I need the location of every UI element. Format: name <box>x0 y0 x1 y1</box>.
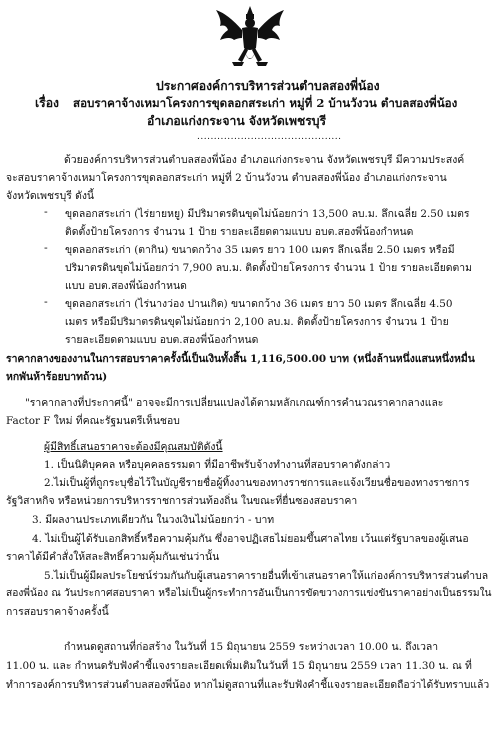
intro-line-1: ด้วยองค์การบริหารส่วนตำบลสองพี่น้อง อำเภอแก่งกระจาน จังหวัดเพชรบุรี มีความประสงค์ <box>64 154 465 166</box>
note-line-2: Factor F ใหม่ ที่คณะรัฐมนตรีเห็นชอบ <box>6 415 180 427</box>
qualification-4-line-1: 4. ไม่เป็นผู้ได้รับเอกสิทธิ์หรือความคุ้มกัน ซึ่งอาจปฏิเสธไม่ยอมขึ้นศาลไทย เว้นแต่รัฐบาลของผู้เสนอ <box>32 533 469 545</box>
bullet-dash: - <box>44 205 48 218</box>
qualification-1: 1. เป็นนิติบุคคล หรือบุคคลธรรมดา ที่มีอาชีพรับจ้างทำงานที่สอบราคาดังกล่าว <box>44 459 391 471</box>
item-3-line-1: ขุดลอกสระเก่า (ไร่นางว่อง ปานเกิด) ขนาดกว้าง 36 เมตร ยาว 50 เมตร ลึกเฉลี่ย 4.50 <box>65 298 453 310</box>
item-2-line-3: แบบ อบต.สองพี่น้องกำหนด <box>65 280 187 292</box>
item-2-line-2: ปริมาตรดินขุดไม่น้อยกว่า 7,900 ลบ.ม. ติดตั้งป้ายโครงการ จำนวน 1 ป้าย รายละเอียดตาม <box>65 262 472 274</box>
qualification-5-line-1: 5.ไม่เป็นผู้มีผลประโยชน์ร่วมกันกับผู้เสนอราคารายอื่นที่เข้าเสนอราคาให้แก่องค์การบริหารส่วนตำบล <box>44 570 489 582</box>
intro-line-2: จะสอบราคาจ้างเหมาโครงการขุดลอกสระเก่า หมู่ที่ 2 บ้านวังวน ตำบลสองพี่น้อง อำเภอแก่งกระจาน <box>6 172 447 184</box>
schedule-line-1: กำหนดดูสถานที่ก่อสร้าง ในวันที่ 15 มิถุนายน 2559 ระหว่างเวลา 10.00 น. ถึงเวลา <box>64 641 439 653</box>
schedule-line-3: ทำการองค์การบริหารส่วนตำบลสองพี่น้อง หากไม่ดูสถานที่และรับฟังคำชี้แจงรายละเอียดถือว่าได้รับทราบแล้ว <box>6 679 490 691</box>
qualification-3: 3. มีผลงานประเภทเดียวกัน ในวงเงินไม่น้อยกว่า - บาท <box>32 514 275 526</box>
item-1-line-1: ขุดลอกสระเก่า (ไร่ยายหยู) มีปริมาตรดินขุดไม่น้อยกว่า 13,500 ลบ.ม. ลึกเฉลี่ย 2.50 เมตร <box>65 208 470 220</box>
note-line-1: "ราคากลางที่ประกาศนี้" อาจจะมีการเปลี่ยนแปลงได้ตามหลักเกณฑ์การคำนวณราคากลางและ <box>25 397 444 409</box>
bullet-dash: - <box>44 241 48 254</box>
schedule-line-2: 11.00 น. และ กำหนดรับฟังคำชี้แจงรายละเอียดเพิ่มเติมในวันที่ 15 มิถุนายน 2559 เวลา 11.30 น. ณ ที่ <box>6 660 472 672</box>
qualification-5-line-2: สองพี่น้อง ณ วันประกาศสอบราคา หรือไม่เป็นผู้กระทำการอันเป็นการขัดขวางการแข่งขันราคาอย่างเป็นธรรมใน <box>6 588 492 599</box>
item-1-line-2: ติดตั้งป้ายโครงการ จำนวน 1 ป้าย รายละเอียดตามแบบ อบต.สองพี่น้องกำหนด <box>65 226 414 238</box>
bullet-dash: - <box>44 295 48 308</box>
subject-line-1: สอบราคาจ้างเหมาโครงการขุดลอกสระเก่า หมู่ที่ 2 บ้านวังวน ตำบลสองพี่น้อง <box>73 96 458 110</box>
subject-label: เรื่อง <box>35 96 59 110</box>
item-3-line-3: รายละเอียดตามแบบ อบต.สองพี่น้องกำหนด <box>65 334 259 346</box>
subject-line-2: อำเภอแก่งกระจาน จังหวัดเพชรบุรี <box>147 114 327 128</box>
qualifications-heading: ผู้มีสิทธิ์เสนอราคาจะต้องมีคุณสมบัติดังนี้ <box>44 441 223 453</box>
price-line-2: หกพันห้าร้อยบาทถ้วน) <box>6 371 108 383</box>
org-title: ประกาศองค์การบริหารส่วนตำบลสองพี่น้อง <box>156 79 380 93</box>
separator: ........................................... <box>197 132 342 142</box>
garuda-emblem-icon <box>212 4 288 70</box>
item-2-line-1: ขุดลอกสระเก่า (ตากิน) ขนาดกว้าง 35 เมตร ยาว 100 เมตร ลึกเฉลี่ย 2.50 เมตร หรือมี <box>65 244 455 256</box>
qualification-5-line-3: การสอบราคาจ้างครั้งนี้ <box>6 606 109 618</box>
intro-line-3: จังหวัดเพชรบุรี ดังนี้ <box>6 190 95 202</box>
qualification-2-line-2: รัฐวิสาหกิจ หรือหน่วยการบริหารราชการส่วนท้องถิ่น ในขณะที่ยื่นซองสอบราคา <box>6 495 358 507</box>
item-3-line-2: เมตร หรือมีปริมาตรดินขุดไม่น้อยกว่า 2,100 ลบ.ม. ติดตั้งป้ายโครงการ จำนวน 1 ป้าย <box>65 316 449 328</box>
qualification-2-line-1: 2.ไม่เป็นผู้ที่ถูกระบุชื่อไว้ในบัญชีรายชื่อผู้ทิ้งงานของทางราชการและแจ้งเวียนชื่อของทางราชการ <box>44 477 470 489</box>
qualification-4-line-2: ราคาได้มีคำสั่งให้สละสิทธิ์ความคุ้มกันเช่นว่านั้น <box>6 551 220 563</box>
price-line-1: ราคากลางของงานในการสอบราคาครั้งนี้เป็นเงินทั้งสิ้น 1,116,500.00 บาท (หนึ่งล้านหนึ่งแสนหนึ่งหมื่น <box>6 353 475 365</box>
